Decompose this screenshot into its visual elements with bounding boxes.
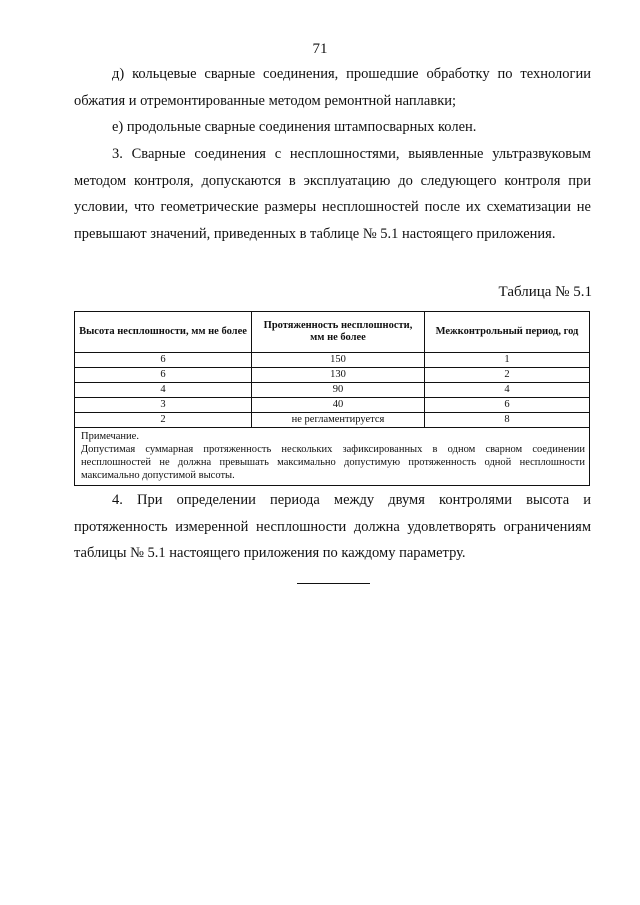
page-number: 71 xyxy=(312,41,328,57)
table-row xyxy=(75,368,590,383)
inspection-table xyxy=(74,311,590,486)
note-text: Допустимая суммарная протяженность нескольких зафиксированных в одном сварном соединении несплошностей не должна превышать максимально допустимую протяженность одной несплошности максимально допустимой высоты. xyxy=(81,444,585,481)
paragraph-e: е) продольные сварные соединения штампосварных колен. xyxy=(112,119,477,135)
paragraph-d xyxy=(74,61,591,114)
cell-height: 6 xyxy=(75,368,252,383)
table-header-row xyxy=(75,312,590,353)
cell-length: 130 xyxy=(252,368,425,383)
cell-period: 4 xyxy=(425,383,590,398)
cell-length: 150 xyxy=(252,353,425,368)
table-row xyxy=(75,383,590,398)
cell-length: не регламентируется xyxy=(252,413,425,428)
table-note-row xyxy=(75,428,590,486)
paragraph-3: 3. Сварные соединения с несплошностями, выявленные ультразвуковым методом контроля, допускаются в эксплуатацию до следующего контроля при условии, что геометрические размеры несплошностей после их схематизации не превышают значений, приведенных в таблице № 5.1 настоящего приложения. xyxy=(74,146,591,242)
cell-height: 4 xyxy=(75,383,252,398)
cell-period: 2 xyxy=(425,368,590,383)
note-title: Примечание. xyxy=(81,431,139,442)
table-row xyxy=(75,398,590,413)
table-note xyxy=(75,428,590,486)
header-period: Межконтрольный период, год xyxy=(425,312,590,353)
cell-period: 8 xyxy=(425,413,590,428)
header-height: Высота несплошности, мм не более xyxy=(75,312,252,353)
header-length: Протяженность несплошности, мм не более xyxy=(252,312,425,353)
table-row xyxy=(75,413,590,428)
cell-period: 1 xyxy=(425,353,590,368)
table-row xyxy=(75,353,590,368)
paragraph-4: 4. При определении периода между двумя контролями высота и протяженность измеренной несплошности должна удовлетворять ограничениям таблицы № 5.1 настоящего приложения по каждому параметру. xyxy=(74,492,591,561)
end-separator-line xyxy=(297,583,370,584)
cell-length: 40 xyxy=(252,398,425,413)
paragraph-d-text: д) кольцевые сварные соединения, прошедшие обработку по технологии обжатия и отремонтированные методом ремонтной наплавки; xyxy=(74,66,591,109)
cell-height: 2 xyxy=(75,413,252,428)
table-caption: Таблица № 5.1 xyxy=(498,284,592,300)
cell-length: 90 xyxy=(252,383,425,398)
cell-height: 3 xyxy=(75,398,252,413)
cell-period: 6 xyxy=(425,398,590,413)
cell-height: 6 xyxy=(75,353,252,368)
